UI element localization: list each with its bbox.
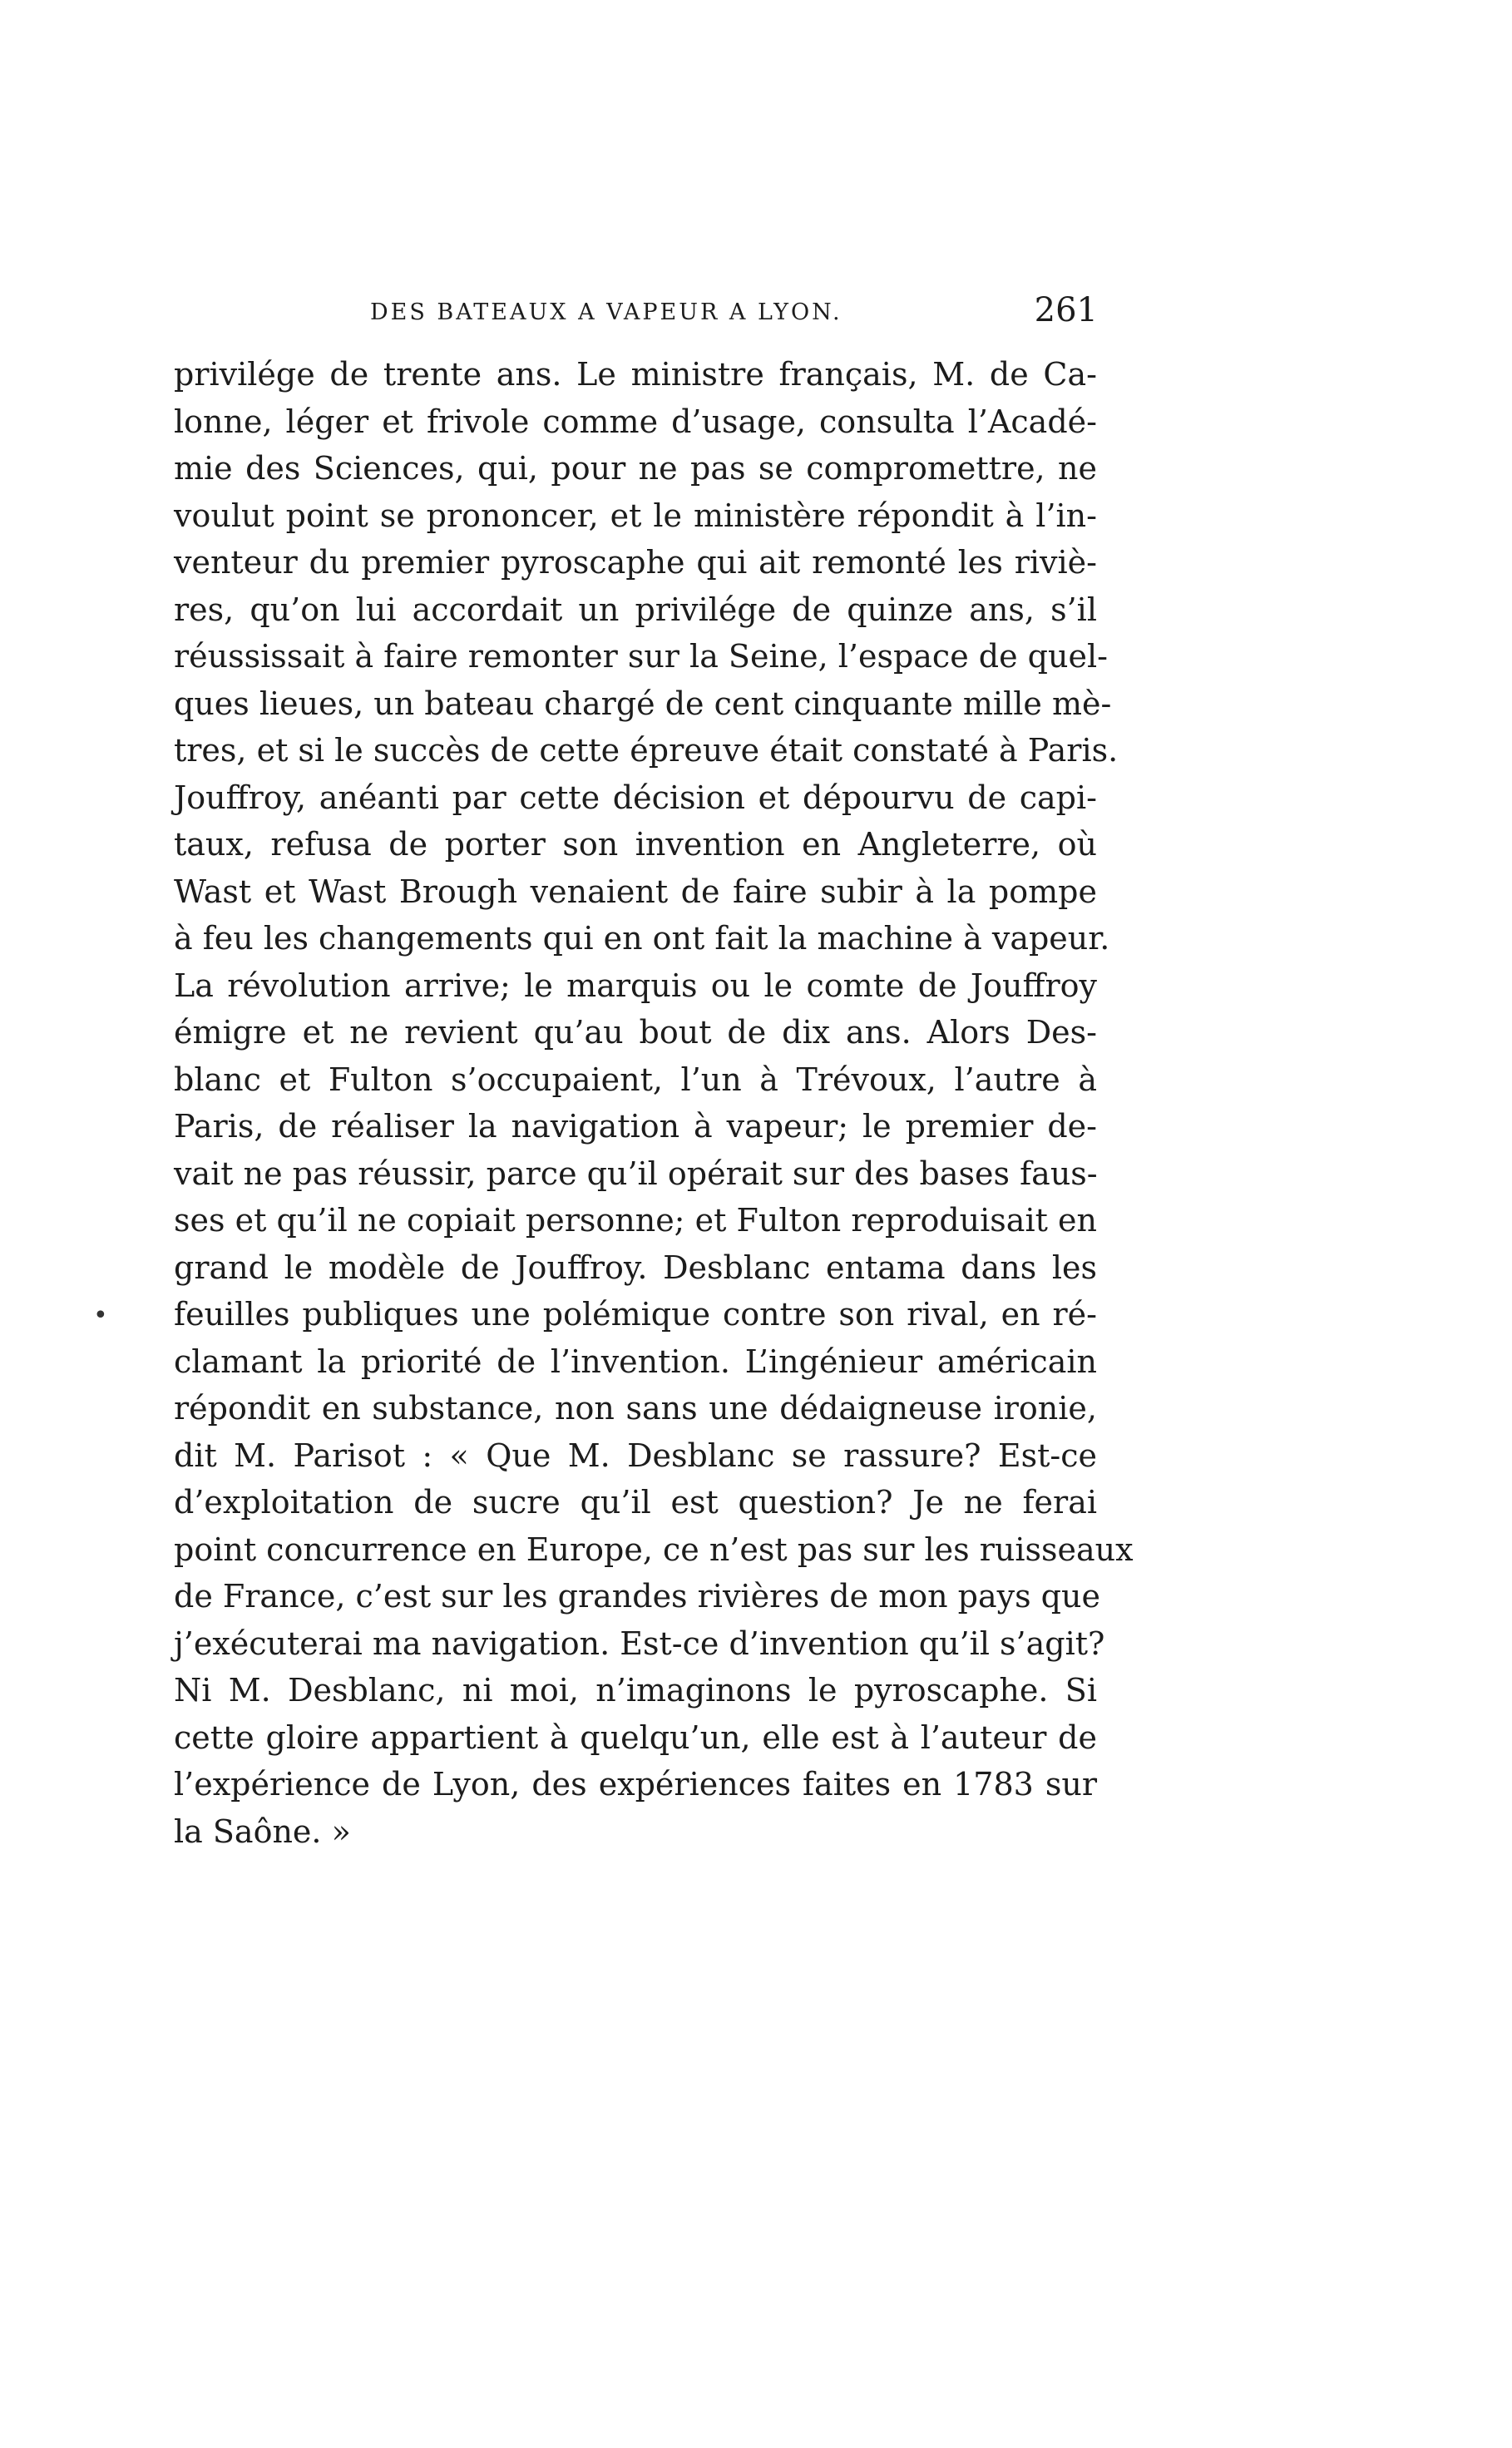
text-line: la Saône. » [174, 1813, 351, 1850]
text-line: ques lieues, un bateau chargé de cent cinquante mille mè- [174, 685, 1112, 722]
text-line: répondit en substance, non sans une dédaigneuse ironie, [174, 1390, 1097, 1427]
text-line: de France, c’est sur les grandes rivières de mon pays que [174, 1578, 1100, 1615]
text-line: lonne, léger et frivole comme d’usage, consulta l’Acadé- [174, 403, 1097, 440]
text-line: La révolution arrive; le marquis ou le comte de Jouffroy [174, 967, 1097, 1004]
body-text [174, 351, 1134, 1855]
text-line: l’expérience de Lyon, des expériences faites en 1783 sur [174, 1766, 1097, 1803]
text-line: ses et qu’il ne copiait personne; et Fulton reproduisait en [174, 1202, 1097, 1239]
text-line: cette gloire appartient à quelqu’un, elle est à l’auteur de [174, 1719, 1097, 1756]
text-line: voulut point se prononcer, et le ministère répondit à l’in- [174, 497, 1097, 534]
text-line: vait ne pas réussir, parce qu’il opérait sur des bases faus- [174, 1155, 1098, 1192]
running-title: DES BATEAUX A VAPEUR A LYON. [370, 299, 842, 325]
text-line: privilége de trente ans. Le ministre français, M. de Ca- [174, 356, 1097, 393]
text-line: d’exploitation de sucre qu’il est question? Je ne ferai [174, 1484, 1097, 1521]
text-line: Ni M. Desblanc, ni moi, n’imaginons le pyroscaphe. Si [174, 1672, 1097, 1709]
text-line: venteur du premier pyroscaphe qui ait remonté les riviè- [174, 544, 1097, 581]
text-line: blanc et Fulton s’occupaient, l’un à Trévoux, l’autre à [174, 1061, 1097, 1098]
text-line: j’exécuterai ma navigation. Est-ce d’invention qu’il s’agit? [174, 1625, 1105, 1662]
text-line: à feu les changements qui en ont fait la machine à vapeur. [174, 920, 1110, 957]
text-line: dit M. Parisot : « Que M. Desblanc se rassure? Est-ce [174, 1437, 1097, 1474]
text-line: Paris, de réaliser la navigation à vapeur; le premier de- [174, 1108, 1097, 1145]
text-line: clamant la priorité de l’invention. L’ingénieur américain [174, 1343, 1097, 1380]
text-line: res, qu’on lui accordait un privilége de quinze ans, s’il [174, 591, 1097, 628]
margin-mark: • [93, 1301, 108, 1330]
text-line: feuilles publiques une polémique contre son rival, en ré- [174, 1296, 1097, 1333]
text-line: tres, et si le succès de cette épreuve était constaté à Paris. [174, 732, 1119, 769]
page-number: 261 [1034, 291, 1098, 329]
text-line: Jouffroy, anéanti par cette décision et dépourvu de capi- [174, 779, 1097, 816]
text-line: taux, refusa de porter son invention en Angleterre, où [174, 826, 1097, 863]
text-line: point concurrence en Europe, ce n’est pas sur les ruisseaux [174, 1531, 1134, 1568]
text-line: mie des Sciences, qui, pour ne pas se compromettre, ne [174, 450, 1097, 487]
text-line: grand le modèle de Jouffroy. Desblanc entama dans les [174, 1249, 1097, 1286]
text-line: réussissait à faire remonter sur la Seine, l’espace de quel- [174, 638, 1108, 675]
text-line: Wast et Wast Brough venaient de faire subir à la pompe [174, 873, 1097, 910]
text-line: émigre et ne revient qu’au bout de dix ans. Alors Des- [174, 1014, 1097, 1051]
